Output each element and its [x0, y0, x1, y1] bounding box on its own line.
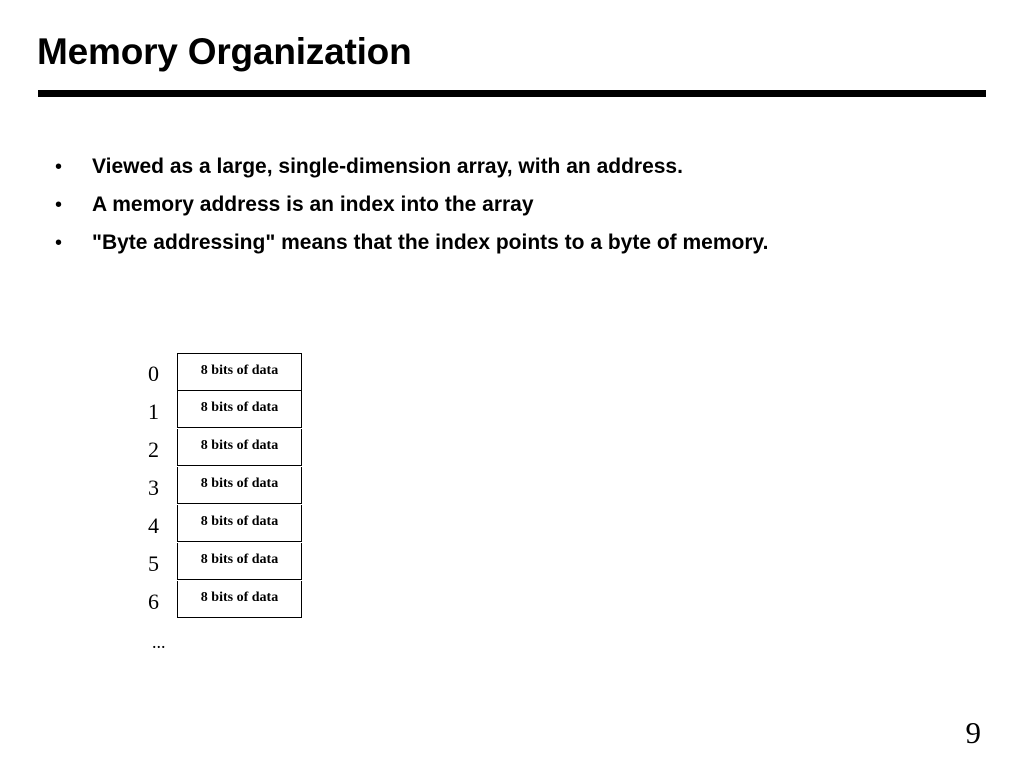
bullet-text: A memory address is an index into the array — [92, 193, 534, 216]
bullet-icon: • — [55, 194, 63, 216]
bullet-text: Viewed as a large, single-dimension array, with an address. — [92, 155, 683, 178]
memory-address-label: 4 — [148, 513, 159, 538]
memory-cell: 8 bits of data — [177, 543, 302, 580]
memory-continuation: ... — [152, 632, 166, 652]
bullet-item — [55, 224, 769, 262]
memory-address-label: 3 — [148, 475, 159, 500]
memory-address-label: 6 — [148, 589, 159, 614]
bullet-list — [55, 148, 769, 262]
memory-cell: 8 bits of data — [177, 467, 302, 504]
memory-cell: 8 bits of data — [177, 353, 302, 391]
bullet-icon: • — [55, 156, 63, 178]
memory-address-label: 1 — [148, 399, 159, 424]
bullet-item — [55, 186, 769, 224]
memory-address-label: 5 — [148, 551, 159, 576]
page-number: 9 — [965, 715, 981, 750]
bullet-item — [55, 148, 769, 186]
bullet-text: "Byte addressing" means that the index points to a byte of memory. — [92, 231, 769, 254]
memory-cell: 8 bits of data — [177, 391, 302, 428]
memory-address-label: 0 — [148, 361, 159, 386]
memory-array-diagram — [140, 353, 320, 663]
page-title: Memory Organization — [37, 31, 412, 72]
bullet-icon: • — [55, 232, 63, 254]
memory-cell: 8 bits of data — [177, 581, 302, 618]
memory-address-label: 2 — [148, 437, 159, 462]
memory-cell: 8 bits of data — [177, 505, 302, 542]
memory-cell: 8 bits of data — [177, 429, 302, 466]
title-divider — [38, 90, 986, 97]
